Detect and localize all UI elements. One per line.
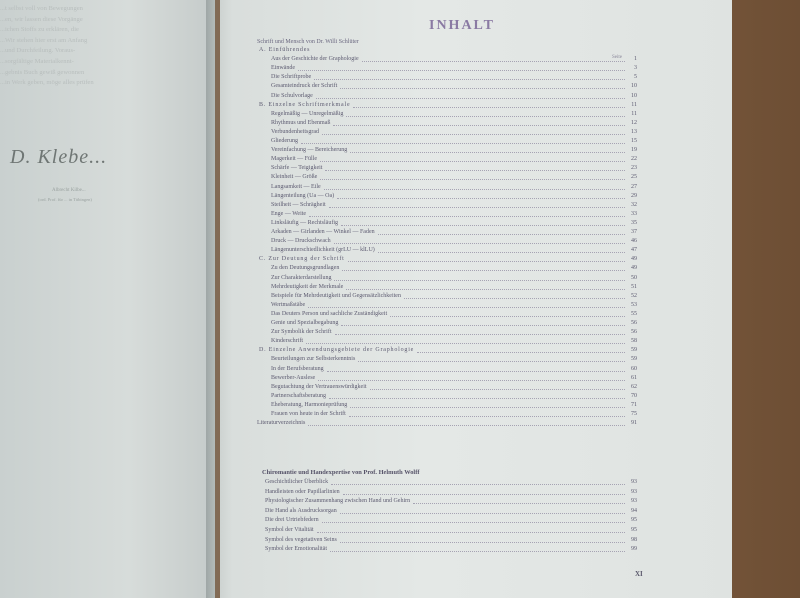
toc-leader-dots: [314, 78, 625, 80]
toc-page-number: 12: [631, 119, 637, 126]
toc-page-number: 70: [631, 392, 637, 399]
toc-page-number: 60: [631, 365, 637, 372]
toc-page-number: 35: [631, 219, 637, 226]
toc-leader-dots: [331, 483, 625, 485]
toc-leader-dots: [322, 521, 625, 523]
toc-leader-dots: [343, 493, 625, 495]
toc-leader-dots: [346, 115, 625, 117]
toc-page-number: 33: [631, 210, 637, 217]
toc-page-number: 56: [631, 320, 637, 326]
toc-entry-label: Arkaden — Girlanden — Winkel — Faden: [271, 229, 375, 235]
toc-leader-dots: [308, 424, 625, 426]
toc-page-number: 23: [631, 165, 637, 172]
toc-row: [257, 419, 637, 427]
toc-entry-label: Frauen von heute in der Schrift: [271, 411, 346, 417]
toc-row: [257, 246, 637, 254]
toc-row: [257, 55, 637, 63]
toc-row: [257, 310, 637, 318]
toc-entry-label: Begutachtung der Vertrauenswürdigkeit: [271, 383, 367, 390]
toc-page-number: 11: [631, 101, 637, 108]
toc-row: [257, 292, 637, 300]
toc-page-number: 75: [631, 411, 637, 417]
toc-entry-label: Zur Symbolik der Schrift: [271, 329, 332, 336]
toc-leader-dots: [417, 351, 625, 353]
left-text-line: ...sorgfältige Materialkennt-: [0, 57, 74, 65]
toc-row: [257, 410, 637, 418]
toc-entry-label: Einwände: [271, 65, 295, 72]
toc-page-number: 49: [631, 256, 637, 263]
toc-leader-dots: [358, 360, 625, 362]
toc-leader-dots: [378, 251, 625, 253]
toc-page-number: 22: [631, 156, 637, 163]
toc-leader-dots: [306, 342, 625, 344]
toc-page-number: 1: [634, 56, 637, 63]
toc-entry-label: Langsamkeit — Eile: [271, 183, 321, 190]
toc-row: [257, 219, 637, 227]
toc-leader-dots: [340, 87, 625, 89]
right-page-contents: [220, 0, 732, 598]
toc-entry-label: Zu den Deutungsgrundlagen: [271, 265, 340, 272]
toc-leader-dots: [327, 370, 625, 372]
toc-leader-dots: [362, 60, 625, 62]
left-page-text: [0, 4, 168, 89]
toc-leader-dots: [317, 531, 625, 533]
toc-page-number: 10: [631, 92, 637, 99]
toc-page-number: 91: [631, 420, 637, 427]
toc-leader-dots: [378, 233, 625, 235]
toc-page-number: 93: [631, 498, 637, 505]
toc-row: [257, 164, 637, 172]
toc-page-number: 95: [631, 517, 637, 524]
toc-page-number: 29: [631, 192, 637, 199]
toc-leader-dots: [370, 388, 625, 390]
toc-row: [257, 488, 637, 496]
toc-entry-label: Partnerschaftsberatung: [271, 392, 326, 399]
toc-row: [257, 192, 637, 200]
toc-leader-dots: [333, 124, 625, 126]
toc-row: [257, 346, 637, 354]
toc-page-number: 93: [631, 488, 637, 495]
toc-page-number: 10: [631, 83, 637, 90]
toc-leader-dots: [335, 333, 625, 335]
toc-page-number: 46: [631, 238, 637, 245]
toc-entry-label: Physiologischer Zusammenhang zwischen Hand und Gehirn: [265, 498, 411, 505]
toc-entry-label: Literaturverzeichnis: [257, 420, 306, 427]
toc-page-number: 94: [631, 507, 637, 514]
toc-entry-label: Gesamteindruck der Schrift: [271, 83, 338, 90]
toc-row: [257, 119, 637, 127]
toc-leader-dots: [320, 178, 625, 180]
toc-entry-label: Symbol der Emotionalität: [265, 546, 327, 553]
toc-entry-label: Symbol der Vitalität: [265, 527, 314, 533]
toc-row: [257, 210, 637, 218]
toc-row: [257, 355, 637, 363]
toc-entry-label: Eheberatung, Harmonieprüfung: [271, 401, 348, 408]
toc-entry-label: A. Einführendes: [259, 47, 311, 53]
toc-entry-label: In der Berufsberatung: [271, 365, 324, 372]
toc-entry-label: C. Zur Deutung der Schrift: [259, 256, 345, 263]
toc-leader-dots: [404, 297, 625, 299]
toc-page-number: 13: [631, 128, 637, 135]
toc-page-number: 52: [631, 292, 637, 299]
toc-entry-label: Gliederung: [271, 138, 298, 144]
toc-entry-label: Längenteilung (Ua — Oa): [271, 192, 335, 199]
left-text-line: ...t selbst voll von Bewegungen: [0, 5, 83, 12]
toc-entry-label: Mehrdeutigkeit der Merkmale: [271, 283, 344, 290]
toc-entry-label: Das Deuters Person und sachliche Zuständigkeit: [271, 310, 388, 317]
toc-entry-label: Handleisten oder Papillarlinien: [265, 488, 340, 495]
toc-row: [257, 64, 637, 72]
toc-entry-label: Regelmäßig — Unregelmäßig: [271, 110, 344, 117]
toc-page-number: 59: [631, 356, 637, 363]
toc-leader-dots: [390, 315, 625, 317]
toc-entry-label: Symbol des vegetativen Seins: [265, 536, 337, 543]
toc-leader-dots: [298, 69, 625, 71]
toc-leader-dots: [340, 541, 625, 543]
toc-row: [257, 536, 637, 544]
toc-entry-label: Rhythmus und Ebenmaß: [271, 119, 331, 126]
book-gutter-shadow: [206, 0, 232, 598]
toc-page-number: 50: [631, 274, 637, 281]
toc-page-number: 53: [631, 301, 637, 308]
toc-leader-dots: [346, 288, 625, 290]
toc-row: [257, 237, 637, 245]
toc-row: [257, 337, 637, 345]
toc-leader-dots: [341, 224, 625, 226]
left-text-line: ...in Werk geben, möge alles prüfen: [0, 79, 94, 87]
toc-leader-dots: [318, 379, 625, 381]
page-title: INHALT: [429, 18, 495, 33]
toc-row: [257, 183, 637, 191]
toc-leader-dots: [322, 133, 625, 135]
toc-page-number: 62: [631, 383, 637, 390]
toc-row: [257, 173, 637, 181]
toc-leader-dots: [308, 306, 625, 308]
toc-page-number: 99: [631, 546, 637, 553]
toc-page-number: 55: [631, 310, 637, 317]
toc-entry-label: B. Einzelne Schriftmerkmale: [259, 101, 351, 108]
toc-entry-label: Beispiele für Mehrdeutigkeit und Gegensätzlichkeiten: [271, 292, 401, 299]
toc-leader-dots: [342, 269, 625, 271]
toc-row: [257, 507, 637, 515]
page-number: XI: [635, 570, 643, 578]
left-page: [0, 0, 215, 598]
toc-entry-label: Linksläufig — Rechtsläufig: [271, 219, 338, 226]
toc-row: [257, 283, 637, 291]
toc-row: [257, 82, 637, 90]
toc-row: [257, 365, 637, 373]
toc-row: [257, 526, 637, 534]
toc-row: [257, 516, 637, 524]
toc-page-number: 15: [631, 138, 637, 144]
toc-page-number: 19: [631, 147, 637, 154]
section-header-schrift: Schrift und Mensch von Dr. Willi Schlüter: [257, 39, 359, 45]
toc-leader-dots: [334, 242, 625, 244]
toc-leader-dots: [330, 550, 625, 552]
toc-leader-dots: [350, 406, 625, 408]
toc-leader-dots: [325, 169, 625, 171]
toc-leader-dots: [324, 188, 625, 190]
toc-leader-dots: [341, 324, 625, 326]
toc-page-number: 71: [631, 401, 637, 408]
toc-leader-dots: [309, 215, 625, 217]
signer-role: (ord. Prof. für ... in Tübingen): [38, 197, 92, 202]
toc-entry-label: Zur Charakterdarstellung: [271, 274, 332, 281]
seite-column-label: Seite: [612, 55, 622, 60]
toc-row: [257, 374, 637, 382]
toc-page-number: 93: [631, 479, 637, 485]
left-text-line: ...ichen Stoffs zu erklären, die: [0, 26, 79, 34]
toc-leader-dots: [316, 97, 625, 99]
toc-entry-label: Aus der Geschichte der Graphologie: [271, 56, 359, 63]
toc-row: [257, 146, 637, 154]
toc-row: [257, 545, 637, 553]
toc-row: [257, 319, 637, 327]
toc-leader-dots: [301, 142, 625, 144]
left-text-line: ...Wir stehen hier erst am Anfang: [0, 36, 88, 44]
left-text-line: ...en, wir lassen diese Vorgänge: [0, 15, 83, 23]
toc-entry-label: D. Einzelne Anwendungsgebiete der Graphologie: [259, 347, 415, 354]
handwritten-signature: D. Klebe...: [10, 146, 108, 168]
toc-entry-label: Die Hand als Ausdrucksorgan: [265, 507, 337, 514]
toc-page-number: 58: [631, 338, 637, 345]
toc-entry-label: Geschichtlicher Überblick: [265, 479, 329, 485]
toc-leader-dots: [348, 260, 625, 262]
toc-row: [257, 110, 637, 118]
toc-entry-label: Beurteilungen zur Selbsterkenntnis: [271, 356, 356, 363]
toc-row: [257, 255, 637, 263]
toc-row: [257, 228, 637, 236]
toc-entry-label: Wertmaßstäbe: [271, 301, 306, 308]
toc-row: [257, 128, 637, 136]
toc-leader-dots: [329, 397, 625, 399]
toc-entry-label: Die drei Urtriebfedern: [265, 517, 319, 524]
toc-page-number: 49: [631, 265, 637, 272]
toc-leader-dots: [329, 206, 625, 208]
toc-row: [257, 478, 637, 486]
toc-row: [257, 201, 637, 209]
toc-leader-dots: [340, 512, 625, 514]
toc-row: [257, 401, 637, 409]
toc-entry-label: Längenunterschiedlichkeit (grLU — klLU): [271, 247, 375, 254]
toc-leader-dots: [337, 197, 625, 199]
toc-page-number: 59: [631, 347, 637, 354]
toc-entry-label: Genie und Spezialbegabung: [271, 320, 339, 326]
toc-leader-dots: [413, 502, 625, 504]
toc-row: [257, 497, 637, 505]
toc-row: [257, 101, 637, 109]
toc-row: [257, 264, 637, 272]
toc-page-number: 11: [631, 110, 637, 117]
toc-page-number: 5: [634, 74, 637, 81]
section-header-chiromantie: Chiromantie und Handexpertise von Prof. Helmuth Wolff: [262, 469, 420, 476]
toc-page-number: 51: [631, 283, 637, 290]
toc-leader-dots: [320, 160, 625, 162]
toc-page-number: 27: [631, 183, 637, 190]
toc-leader-dots: [350, 151, 625, 153]
toc-entry-label: Bewerber-Auslese: [271, 374, 316, 381]
toc-page-number: 3: [634, 65, 637, 72]
toc-row: [257, 73, 637, 81]
toc-row: [257, 328, 637, 336]
toc-row: [257, 274, 637, 282]
toc-row: [257, 137, 637, 145]
toc-page-number: 32: [631, 201, 637, 208]
toc-page-number: 61: [631, 374, 637, 381]
toc-entry-label: Steilheit — Schrägheit: [271, 201, 326, 208]
toc-entry-label: Kleinheit — Größe: [271, 174, 318, 181]
toc-leader-dots: [334, 279, 625, 281]
toc-entry-label: Druck — Druckschwach: [271, 238, 331, 245]
toc-row: [257, 301, 637, 309]
toc-entry-label: Magerkeit — Fülle: [271, 156, 317, 163]
toc-page-number: 56: [631, 329, 637, 336]
toc-page-number: 95: [631, 527, 637, 533]
toc-page-number: 98: [631, 536, 637, 543]
toc-page-number: 47: [631, 247, 637, 254]
toc-entry-label: Die Schulvorlage: [271, 92, 313, 99]
toc-row: [257, 155, 637, 163]
left-text-line: ...und Durchfeilung. Voraus-: [0, 47, 76, 55]
toc-row: [257, 92, 637, 100]
toc-entry-label: Kinderschrift: [271, 338, 303, 345]
toc-page-number: 25: [631, 174, 637, 181]
toc-page-number: 37: [631, 229, 637, 235]
left-text-line: ...gebnis Buch gewiß gewonnen: [0, 68, 85, 76]
toc-row: [257, 392, 637, 400]
toc-leader-dots: [353, 106, 625, 108]
signer-name: Albrecht Kilbe...: [52, 188, 86, 193]
toc-entry-label: Enge — Weite: [271, 210, 307, 217]
toc-leader-dots: [349, 415, 625, 417]
toc-row: [257, 383, 637, 391]
toc-row: [257, 46, 637, 54]
toc-entry-label: Vereinfachung — Bereicherung: [271, 147, 348, 154]
toc-entry-label: Schärfe — Teigigkeit: [271, 165, 323, 172]
toc-entry-label: Die Schriftprobe: [271, 74, 312, 81]
toc-entry-label: Verbundenheitsgrad: [271, 128, 319, 135]
